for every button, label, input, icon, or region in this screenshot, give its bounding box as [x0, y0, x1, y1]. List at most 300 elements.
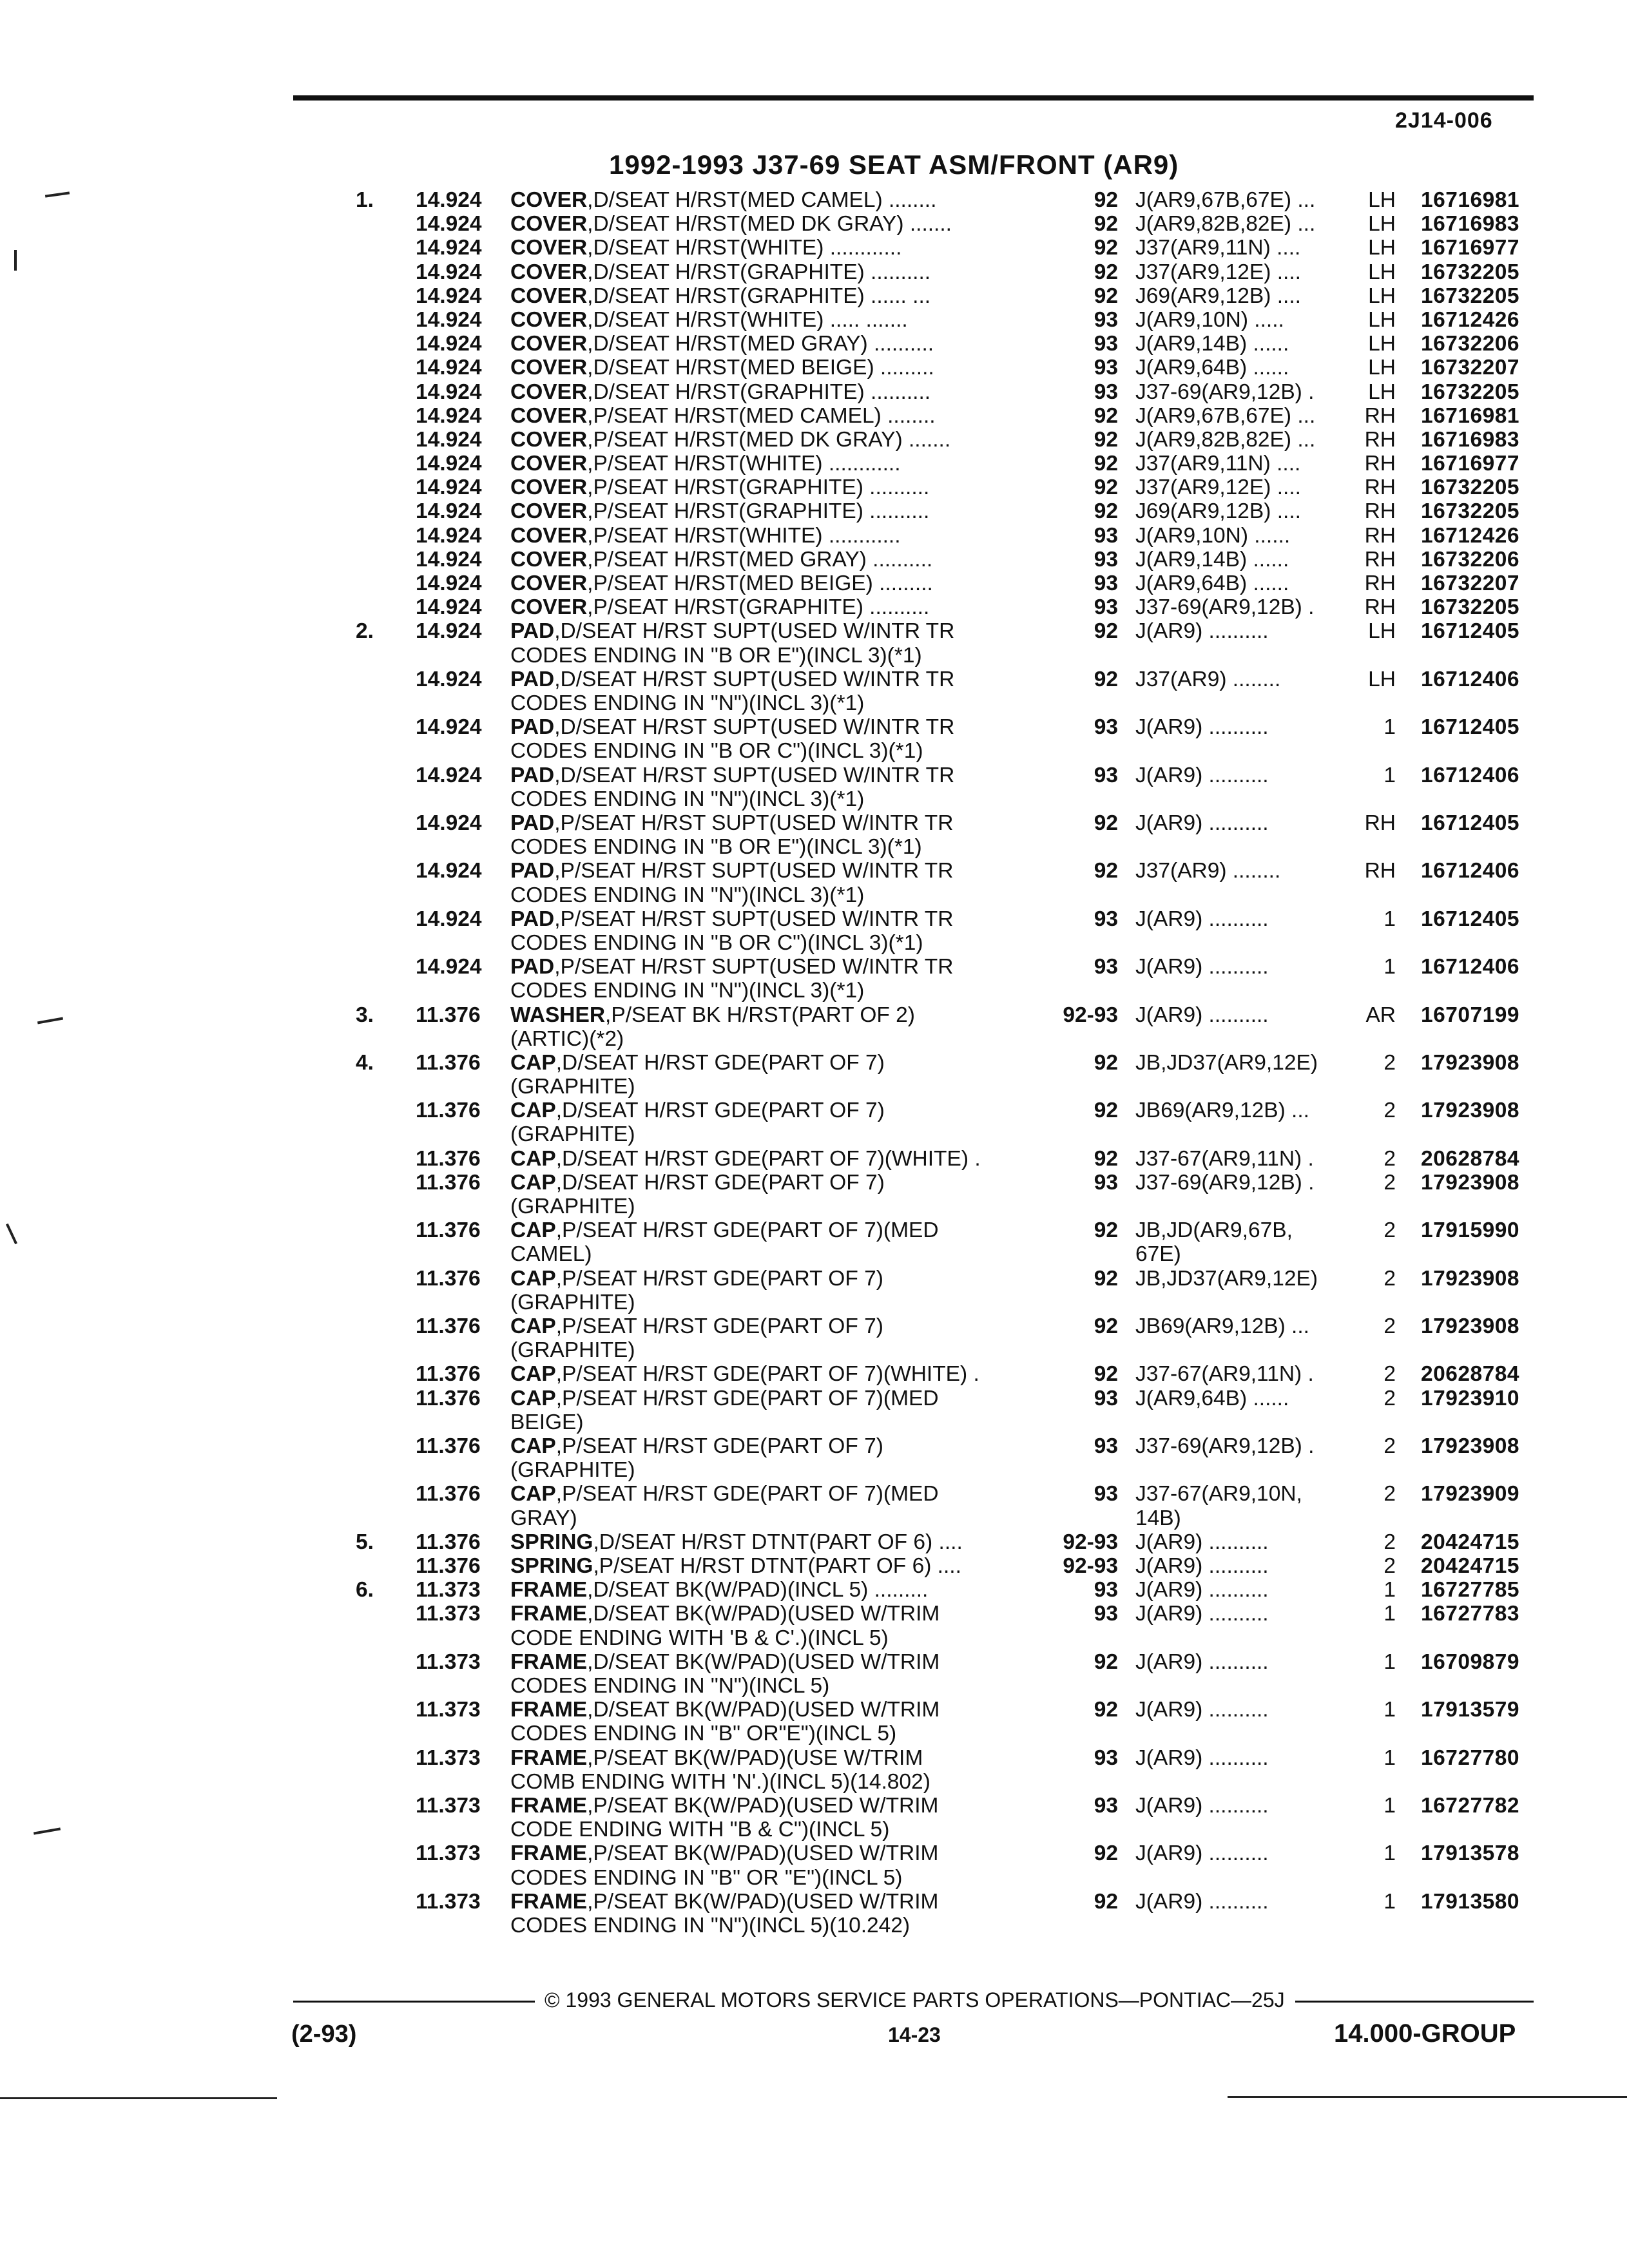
part-name: CAP [510, 1099, 556, 1123]
usage-code [1135, 1650, 1269, 1674]
model-year: 92 [1094, 1314, 1118, 1339]
item-number: 6. [356, 1578, 374, 1602]
group-number: 11.376 [416, 1362, 481, 1387]
part-description [510, 1267, 883, 1314]
part-description [510, 1171, 885, 1218]
description-line-1: ,P/SEAT H/RST(MED DK GRAY) ....... [587, 427, 951, 452]
group-number: 11.376 [416, 1482, 481, 1506]
description-line-1: ,D/SEAT H/RST SUPT(USED W/INTR TR [554, 619, 955, 644]
usage-code [1135, 524, 1290, 548]
part-description [510, 1794, 938, 1841]
usage-code [1135, 1602, 1269, 1626]
quantity: RH [1364, 476, 1396, 500]
part-number: 16712405 [1421, 715, 1520, 740]
part-description [510, 811, 953, 859]
part-number: 16716977 [1421, 236, 1520, 260]
part-number: 16709879 [1421, 1649, 1520, 1674]
parts-row [0, 1698, 1629, 1745]
part-number: 16716983 [1421, 427, 1520, 452]
page-code: 2J14-006 [1395, 108, 1493, 133]
description-line-2: CODES ENDING IN "B OR E")(INCL 3)(*1) [510, 835, 922, 860]
description-line-1: ,P/SEAT H/RST SUPT(USED W/INTR TR [554, 955, 954, 979]
part-name: CAP [510, 1314, 556, 1339]
description-line-1: ,P/SEAT H/RST(MED BEIGE) ......... [587, 572, 933, 595]
quantity: LH [1368, 356, 1396, 380]
part-description [510, 524, 901, 548]
part-description [510, 236, 901, 260]
part-number: 20424715 [1421, 1553, 1520, 1578]
description-line-1: ,D/SEAT BK(W/PAD)(USED W/TRIM [587, 1602, 940, 1626]
usage-line-1: J37-69(AR9,12B) . [1135, 380, 1315, 404]
group-number: 14.924 [416, 499, 482, 524]
usage-line-1: J37(AR9,12E) .... [1135, 260, 1301, 284]
group-number: 11.373 [416, 1649, 481, 1674]
parts-row [0, 1267, 1629, 1314]
quantity: 1 [1383, 715, 1396, 740]
part-name: FRAME [510, 1793, 588, 1818]
part-number: 17923909 [1421, 1482, 1520, 1506]
part-description [510, 1482, 939, 1530]
description-line-1: ,P/SEAT H/RST(WHITE) ............ [587, 452, 901, 476]
usage-code [1135, 308, 1284, 332]
group-number: 14.924 [416, 811, 482, 835]
description-line-2: CODES ENDING IN "N")(INCL 3)(*1) [510, 979, 865, 1003]
part-name: COVER [510, 427, 588, 452]
parts-row [0, 619, 1629, 667]
parts-row [0, 476, 1629, 499]
description-line-1: ,P/SEAT H/RST(GRAPHITE) .......... [587, 595, 930, 620]
part-description [510, 619, 954, 667]
usage-line-1: J37-67(AR9,10N, [1135, 1482, 1302, 1506]
usage-code [1135, 1099, 1309, 1122]
description-line-2: CODES ENDING IN "N")(INCL 3)(*1) [510, 883, 865, 907]
part-number: 17913580 [1421, 1889, 1520, 1914]
part-number: 16732205 [1421, 499, 1520, 524]
part-number: 16716981 [1421, 403, 1520, 428]
usage-code [1135, 1434, 1314, 1458]
part-number: 16732205 [1421, 380, 1520, 404]
description-line-2: CODES ENDING IN "B" OR "E")(INCL 5) [510, 1865, 903, 1890]
quantity: LH [1368, 260, 1396, 284]
parts-row [0, 1387, 1629, 1434]
parts-row [0, 1650, 1629, 1698]
part-name: COVER [510, 332, 588, 356]
part-number: 16712406 [1421, 955, 1520, 979]
description-line-1: ,D/SEAT BK(W/PAD)(USED W/TRIM [587, 1649, 940, 1674]
usage-line-1: J(AR9) .......... [1135, 955, 1269, 979]
group-number: 14.924 [416, 427, 482, 452]
part-description [510, 1314, 883, 1362]
description-line-2: CODES ENDING IN "N")(INCL 5) [510, 1673, 830, 1698]
parts-row [0, 859, 1629, 907]
model-year: 92 [1094, 499, 1118, 524]
model-year: 92 [1094, 811, 1118, 835]
group-number: 14.924 [416, 380, 482, 404]
group-number: 11.373 [416, 1889, 481, 1914]
model-year: 92-93 [1063, 1553, 1118, 1578]
part-number: 16712426 [1421, 523, 1520, 548]
description-line-1: ,P/SEAT H/RST SUPT(USED W/INTR TR [554, 859, 954, 883]
group-number: 11.376 [416, 1530, 481, 1554]
model-year: 92 [1094, 212, 1118, 236]
description-line-1: ,P/SEAT H/RST(WHITE) ............ [587, 523, 901, 548]
quantity: 2 [1383, 1553, 1396, 1578]
quantity: 1 [1383, 1602, 1396, 1626]
footer-rule-right [1295, 2001, 1534, 2003]
part-number: 16716983 [1421, 212, 1520, 236]
description-line-2: (GRAPHITE) [510, 1195, 635, 1219]
quantity: 2 [1383, 1266, 1396, 1291]
description-line-1: ,D/SEAT H/RST(MED CAMEL) ........ [587, 188, 937, 212]
part-name: CAP [510, 1362, 556, 1387]
part-description [510, 356, 934, 380]
model-year: 93 [1094, 356, 1118, 380]
usage-line-1: J(AR9,82B,82E) ... [1135, 427, 1316, 452]
item-number: 1. [356, 188, 374, 212]
description-line-1: ,D/SEAT H/RST GDE(PART OF 7) [555, 1170, 885, 1195]
part-name: FRAME [510, 1578, 588, 1602]
description-line-1: ,P/SEAT H/RST GDE(PART OF 7)(MED [555, 1482, 939, 1506]
usage-code [1135, 260, 1301, 284]
parts-list [0, 188, 1629, 1937]
part-name: PAD [510, 619, 555, 644]
part-description [510, 1099, 885, 1146]
quantity: LH [1368, 619, 1396, 644]
usage-line-1: J(AR9) .......... [1135, 1745, 1269, 1770]
part-number: 16732207 [1421, 356, 1520, 380]
part-name: COVER [510, 547, 588, 572]
group-number: 11.373 [416, 1745, 481, 1770]
model-year: 92 [1094, 1841, 1118, 1866]
part-number: 17923910 [1421, 1386, 1520, 1410]
quantity: 2 [1383, 1050, 1396, 1075]
parts-row [0, 260, 1629, 284]
model-year: 93 [1094, 1745, 1118, 1770]
parts-row [0, 1554, 1629, 1578]
description-line-2: (GRAPHITE) [510, 1122, 635, 1147]
part-name: PAD [510, 955, 555, 979]
model-year: 92 [1094, 1889, 1118, 1914]
usage-line-1: J37-69(AR9,12B) . [1135, 595, 1315, 620]
parts-row [0, 1051, 1629, 1099]
usage-code [1135, 1841, 1269, 1865]
part-number: 20628784 [1421, 1362, 1520, 1387]
model-year: 92 [1094, 1649, 1118, 1674]
description-line-1: ,P/SEAT H/RST GDE(PART OF 7) [555, 1266, 883, 1291]
description-line-1: ,D/SEAT H/RST(WHITE) ..... ....... [587, 307, 908, 332]
quantity: 2 [1383, 1314, 1396, 1339]
part-name: COVER [510, 476, 588, 500]
usage-code [1135, 1314, 1309, 1338]
description-line-2: CODES ENDING IN "N")(INCL 3)(*1) [510, 691, 865, 715]
quantity: 2 [1383, 1362, 1396, 1387]
part-description [510, 476, 929, 499]
description-line-1: ,D/SEAT H/RST GDE(PART OF 7) [555, 1050, 885, 1075]
model-year: 92-93 [1063, 1003, 1118, 1027]
description-line-1: ,P/SEAT H/RST(MED GRAY) .......... [587, 547, 933, 572]
usage-code [1135, 1051, 1318, 1075]
group-number: 14.924 [416, 572, 482, 595]
parts-row [0, 668, 1629, 715]
parts-row [0, 1578, 1629, 1602]
model-year: 92 [1094, 188, 1118, 212]
description-line-1: ,D/SEAT H/RST GDE(PART OF 7) [555, 1099, 885, 1123]
usage-code [1135, 548, 1289, 572]
group-number: 11.373 [416, 1698, 481, 1722]
part-number: 16732205 [1421, 260, 1520, 284]
part-description [510, 764, 954, 811]
parts-row [0, 188, 1629, 212]
group-number: 14.924 [416, 284, 482, 308]
part-number: 17923908 [1421, 1266, 1520, 1291]
footer-group: 14.000-GROUP [1334, 2019, 1516, 2048]
usage-code [1135, 1003, 1269, 1027]
group-number: 14.924 [416, 403, 482, 428]
description-line-2: CODES ENDING IN "B OR C")(INCL 3)(*1) [510, 739, 923, 764]
usage-line-1: J37(AR9) ........ [1135, 667, 1281, 691]
part-description [510, 1841, 938, 1889]
model-year: 93 [1094, 572, 1118, 595]
usage-code [1135, 1890, 1269, 1914]
quantity: LH [1368, 332, 1396, 356]
parts-row [0, 764, 1629, 811]
model-year: 93 [1094, 332, 1118, 356]
group-number: 11.373 [416, 1578, 481, 1602]
quantity: RH [1364, 523, 1396, 548]
part-number: 16712406 [1421, 859, 1520, 883]
part-name: PAD [510, 667, 555, 691]
part-description [510, 1746, 930, 1794]
description-line-2: (GRAPHITE) [510, 1075, 635, 1099]
description-line-2: CODE ENDING WITH 'B & C'.)(INCL 5) [510, 1626, 889, 1650]
quantity: RH [1364, 811, 1396, 835]
page-title: 1992-1993 J37-69 SEAT ASM/FRONT (AR9) [609, 149, 1179, 180]
quantity: RH [1364, 547, 1396, 572]
part-description [510, 212, 952, 236]
part-description [510, 1147, 981, 1171]
parts-row [0, 1099, 1629, 1146]
model-year: 93 [1094, 595, 1118, 620]
usage-code [1135, 1387, 1289, 1410]
part-description [510, 404, 936, 428]
parts-row [0, 907, 1629, 955]
quantity: 2 [1383, 1530, 1396, 1554]
description-line-2: (GRAPHITE) [510, 1290, 635, 1314]
model-year: 92 [1094, 476, 1118, 500]
quantity: RH [1364, 452, 1396, 476]
description-line-1: ,D/SEAT BK(W/PAD)(USED W/TRIM [587, 1698, 940, 1722]
part-name: WASHER [510, 1003, 606, 1027]
part-name: COVER [510, 380, 588, 404]
model-year: 92 [1094, 284, 1118, 308]
quantity: 1 [1383, 763, 1396, 787]
quantity: 2 [1383, 1482, 1396, 1506]
usage-code [1135, 1171, 1314, 1195]
part-number: 16727782 [1421, 1793, 1520, 1818]
part-description [510, 1003, 915, 1051]
description-line-2: BEIGE) [510, 1410, 584, 1434]
description-line-1: ,P/SEAT H/RST(GRAPHITE) .......... [587, 476, 930, 500]
group-number: 11.376 [416, 1266, 481, 1291]
usage-line-2: 14B) [1135, 1506, 1181, 1530]
usage-code [1135, 499, 1301, 523]
quantity: 1 [1383, 1793, 1396, 1818]
description-line-2: (GRAPHITE) [510, 1458, 635, 1483]
part-name: COVER [510, 523, 588, 548]
usage-code [1135, 619, 1269, 643]
part-name: CAP [510, 1218, 556, 1243]
model-year: 93 [1094, 547, 1118, 572]
usage-line-1: J37(AR9,11N) .... [1135, 452, 1301, 476]
part-name: CAP [510, 1050, 556, 1075]
parts-row [0, 715, 1629, 763]
model-year: 93 [1094, 907, 1118, 931]
part-name: COVER [510, 572, 588, 595]
description-line-1: ,D/SEAT H/RST SUPT(USED W/INTR TR [554, 763, 955, 787]
description-line-1: ,P/SEAT H/RST GDE(PART OF 7)(MED [555, 1218, 939, 1243]
model-year: 93 [1094, 715, 1118, 740]
quantity: LH [1368, 667, 1396, 691]
parts-row [0, 499, 1629, 523]
part-number: 16732205 [1421, 284, 1520, 308]
model-year: 93 [1094, 763, 1118, 787]
model-year: 93 [1094, 955, 1118, 979]
usage-line-1: JB,JD(AR9,67B, [1135, 1218, 1293, 1243]
group-number: 14.924 [416, 188, 482, 212]
usage-code [1135, 1578, 1269, 1602]
part-number: 20628784 [1421, 1146, 1520, 1171]
group-number: 11.376 [416, 1099, 481, 1123]
description-line-1: ,P/SEAT BK(W/PAD)(USE W/TRIM [587, 1745, 923, 1770]
usage-line-1: J(AR9) .......... [1135, 619, 1269, 644]
model-year: 92 [1094, 1362, 1118, 1387]
part-number: 16732205 [1421, 476, 1520, 500]
description-line-1: ,D/SEAT H/RST SUPT(USED W/INTR TR [554, 715, 955, 740]
description-line-1: ,D/SEAT H/RST(GRAPHITE) .......... [587, 260, 931, 284]
usage-line-1: J(AR9,64B) ...... [1135, 1386, 1289, 1410]
quantity: RH [1364, 403, 1396, 428]
usage-line-1: J(AR9) .......... [1135, 1553, 1269, 1578]
quantity: LH [1368, 380, 1396, 404]
part-name: COVER [510, 595, 588, 620]
quantity: 1 [1383, 1578, 1396, 1602]
usage-code [1135, 1794, 1269, 1818]
usage-code [1135, 1267, 1318, 1291]
usage-code [1135, 452, 1300, 476]
part-description [510, 548, 932, 572]
usage-line-1: J37-69(AR9,12B) . [1135, 1170, 1315, 1195]
group-number: 11.376 [416, 1553, 481, 1578]
group-number: 11.376 [416, 1170, 481, 1195]
group-number: 14.924 [416, 332, 482, 356]
usage-code [1135, 1362, 1314, 1386]
parts-row [0, 404, 1629, 428]
part-name: SPRING [510, 1553, 593, 1578]
part-description [510, 308, 908, 332]
group-number: 14.924 [416, 907, 482, 931]
quantity: LH [1368, 212, 1396, 236]
usage-code [1135, 907, 1269, 931]
part-description [510, 907, 953, 955]
usage-code [1135, 404, 1315, 428]
usage-line-1: J(AR9) .......... [1135, 1602, 1269, 1626]
usage-line-1: J37(AR9,12E) .... [1135, 476, 1301, 500]
group-number: 11.376 [416, 1218, 481, 1243]
parts-row [0, 1003, 1629, 1051]
group-number: 11.376 [416, 1386, 481, 1410]
model-year: 92 [1094, 260, 1118, 284]
usage-code [1135, 284, 1301, 308]
model-year: 93 [1094, 380, 1118, 404]
model-year: 92 [1094, 452, 1118, 476]
part-number: 16732207 [1421, 572, 1520, 595]
usage-line-1: J(AR9) .......... [1135, 763, 1269, 787]
part-description [510, 1218, 939, 1266]
quantity: 1 [1383, 907, 1396, 931]
part-description [510, 452, 901, 476]
usage-line-1: J37(AR9) ........ [1135, 859, 1281, 883]
description-line-1: ,D/SEAT H/RST(MED BEIGE) ......... [587, 356, 934, 380]
part-name: COVER [510, 452, 588, 476]
usage-line-1: JB,JD37(AR9,12E) [1135, 1266, 1318, 1291]
quantity: 2 [1383, 1170, 1396, 1195]
part-name: CAP [510, 1434, 556, 1458]
part-description [510, 284, 930, 308]
part-description [510, 380, 930, 404]
part-name: CAP [510, 1146, 556, 1171]
description-line-1: ,P/SEAT H/RST(MED CAMEL) ........ [587, 403, 936, 428]
description-line-1: ,D/SEAT H/RST(MED GRAY) .......... [587, 332, 934, 356]
description-line-2: CODES ENDING IN "B OR C")(INCL 3)(*1) [510, 930, 923, 955]
part-name: FRAME [510, 1649, 588, 1674]
part-description [510, 1554, 961, 1578]
model-year: 92-93 [1063, 1530, 1118, 1554]
parts-row [0, 1314, 1629, 1362]
group-number: 11.376 [416, 1314, 481, 1339]
part-number: 16732206 [1421, 332, 1520, 356]
part-name: COVER [510, 403, 588, 428]
part-number: 16712405 [1421, 907, 1520, 931]
model-year: 92 [1094, 1266, 1118, 1291]
footer-copyright: © 1993 GENERAL MOTORS SERVICE PARTS OPERATIONS—PONTIAC—25J [545, 1988, 1285, 2012]
model-year: 92 [1094, 667, 1118, 691]
usage-line-2: 67E) [1135, 1242, 1181, 1267]
quantity: 2 [1383, 1386, 1396, 1410]
description-line-1: ,D/SEAT H/RST GDE(PART OF 7)(WHITE) . [555, 1146, 981, 1171]
description-line-1: ,P/SEAT H/RST SUPT(USED W/INTR TR [554, 907, 954, 931]
parts-row [0, 428, 1629, 452]
usage-line-1: J(AR9) .......... [1135, 1889, 1269, 1914]
part-number: 16707199 [1421, 1003, 1520, 1027]
usage-line-1: J(AR9) .......... [1135, 1578, 1269, 1602]
quantity: LH [1368, 236, 1396, 260]
usage-line-1: J(AR9,67B,67E) ... [1135, 188, 1316, 212]
usage-code [1135, 1218, 1293, 1266]
footer-page-number: 14-23 [888, 2023, 941, 2046]
part-name: SPRING [510, 1530, 593, 1554]
part-name: COVER [510, 236, 588, 260]
group-number: 14.924 [416, 955, 482, 979]
usage-code [1135, 428, 1315, 452]
part-number: 16716981 [1421, 188, 1520, 212]
usage-line-1: J(AR9) .......... [1135, 1793, 1269, 1818]
part-name: PAD [510, 763, 555, 787]
model-year: 92 [1094, 1146, 1118, 1171]
parts-row [0, 1746, 1629, 1794]
part-description [510, 668, 954, 715]
usage-line-1: J(AR9,14B) ...... [1135, 547, 1289, 572]
usage-line-1: J(AR9) .......... [1135, 1003, 1269, 1027]
